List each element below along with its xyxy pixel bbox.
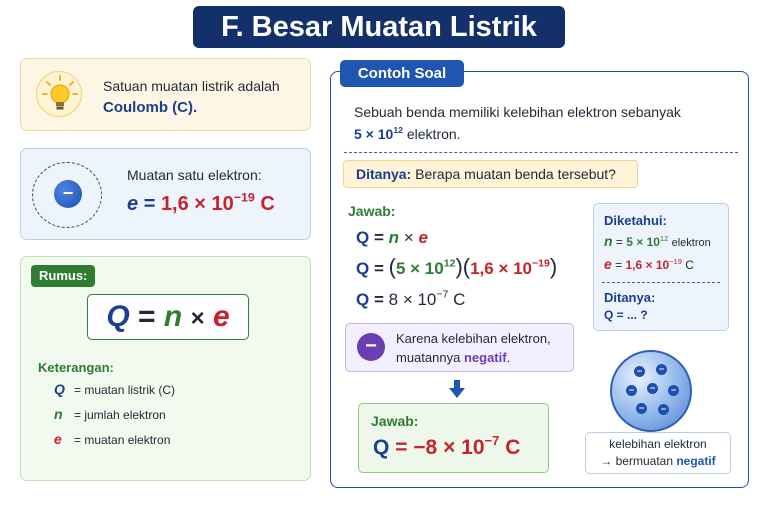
ditanya-label: Ditanya: <box>356 166 412 182</box>
step-1 <box>356 228 428 248</box>
contoh-soal-tab: Contoh Soal <box>340 60 464 87</box>
elektron-equals: = <box>143 193 156 215</box>
final-eq: = <box>395 436 408 459</box>
diket-e-unit: C <box>685 258 694 272</box>
diket-e-exp: −19 <box>669 256 682 266</box>
satuan-card <box>20 58 311 131</box>
rumus-badge: Rumus: <box>31 265 95 287</box>
final-val: −8 × 10 <box>413 436 485 459</box>
diketahui-row-n <box>604 233 711 249</box>
soal-amount: 5 × 10 <box>354 126 394 142</box>
info-end: . <box>506 350 511 365</box>
step3-exp: −7 <box>436 288 449 301</box>
lightbulb-icon <box>36 71 82 117</box>
step3-val: 8 × 10 <box>388 290 437 309</box>
electron-dot: − <box>656 364 667 375</box>
diket-n-val: 5 × 10 <box>626 235 660 249</box>
arrow-down-icon <box>449 380 465 398</box>
diketahui-title: Diketahui: <box>604 213 667 228</box>
rumus-card <box>20 256 311 481</box>
diketahui-row-e <box>604 256 694 272</box>
keterangan-symbol: Q <box>54 381 65 397</box>
diketahui-divider <box>602 282 720 283</box>
soal-text <box>354 101 681 145</box>
step3-unit: C <box>453 290 466 309</box>
electron-dot: − <box>658 404 669 415</box>
step2-b-exp: −19 <box>532 257 550 270</box>
info-negatif: negatif <box>463 350 507 365</box>
elektron-value: 1,6 × 10 <box>160 193 234 215</box>
satuan-sentence: Satuan muatan listrik adalah <box>103 78 280 94</box>
diket-n-eq: = <box>615 235 623 249</box>
rumus-q: Q <box>106 300 130 333</box>
final-unit: C <box>505 436 521 459</box>
rumus-e: e <box>212 300 230 333</box>
step-3 <box>356 290 465 310</box>
electron-dot: − <box>636 403 647 414</box>
step1-e: e <box>418 228 428 247</box>
ditanya-box <box>343 160 638 188</box>
info-line1: Karena kelebihan elektron, <box>396 331 551 346</box>
charged-sphere-icon <box>610 350 692 432</box>
diketahui-box <box>593 203 729 331</box>
step1-n: n <box>388 228 400 247</box>
step2-eq: = <box>373 259 384 278</box>
final-exp: −7 <box>484 432 500 448</box>
step3-q: Q <box>356 290 370 309</box>
negatif-info-box <box>345 323 574 372</box>
electron-dot: − <box>647 383 658 394</box>
keterangan-symbol: e <box>54 431 62 447</box>
elektron-card <box>20 148 311 240</box>
step2-a-exp: 12 <box>443 257 456 270</box>
page-title: F. Besar Muatan Listrik <box>193 6 565 48</box>
diket-n-unit: elektron <box>671 237 711 249</box>
divider <box>344 152 738 153</box>
electron-dot: − <box>626 385 637 396</box>
rumus-formula <box>87 294 249 340</box>
sphere-caption-negatif: negatif <box>676 454 716 468</box>
keterangan-desc: = muatan elektron <box>74 433 171 447</box>
final-answer <box>373 432 521 460</box>
keterangan-desc: = muatan listrik (C) <box>74 383 176 397</box>
elektron-symbol: e <box>127 193 139 215</box>
muatan-elektron-formula <box>127 190 275 216</box>
step2-b: 1,6 × 10 <box>470 259 533 278</box>
step1-times: × <box>403 228 414 247</box>
step1-eq: = <box>373 228 384 247</box>
diket-e-val: 1,6 × 10 <box>625 258 670 272</box>
keterangan-desc: = jumlah elektron <box>74 408 166 422</box>
keterangan-symbol: n <box>54 406 63 422</box>
step3-eq: = <box>373 290 384 309</box>
sphere-caption-line2: → bermuatan <box>600 454 673 468</box>
diketahui-ditanya-value: Q = ... ? <box>604 308 648 322</box>
info-text <box>396 329 551 367</box>
sphere-caption <box>585 432 731 474</box>
keterangan-title: Keterangan: <box>38 360 114 375</box>
elektron-unit: C <box>260 193 275 215</box>
rumus-times: × <box>190 305 205 332</box>
soal-line1: Sebuah benda memiliki kelebihan elektron sebanyak <box>354 104 681 120</box>
step1-q: Q <box>356 228 370 247</box>
electron-dot: − <box>668 385 679 396</box>
step2-q: Q <box>356 259 370 278</box>
satuan-text <box>103 76 280 118</box>
ditanya-text: Berapa muatan benda tersebut? <box>415 166 616 182</box>
step2-a: 5 × 10 <box>395 259 444 278</box>
diket-e-eq: = <box>615 258 623 272</box>
diketahui-ditanya-title: Ditanya: <box>604 290 656 305</box>
jawab-label: Jawab: <box>348 203 396 219</box>
step-2: $Q = (5 \times 10^{12})(1,6 \times 10^{-19})$ <box>356 254 558 279</box>
keterangan-row <box>54 381 175 397</box>
final-q: Q <box>373 436 390 459</box>
minus-icon: − <box>357 333 385 361</box>
electron-dot: − <box>634 366 645 377</box>
diket-n-exp: 12 <box>659 233 669 243</box>
rumus-equals: = <box>138 300 156 333</box>
soal-line2-rest: elektron. <box>402 126 461 142</box>
rumus-n: n <box>163 300 183 333</box>
elektron-exponent: −19 <box>233 190 255 205</box>
electron-icon: − <box>54 180 82 208</box>
sphere-caption-line1: kelebihan elektron <box>609 437 707 451</box>
info-line2: muatannya <box>396 350 461 365</box>
satuan-unit: Coulomb (C). <box>103 99 198 116</box>
keterangan-row <box>54 406 166 422</box>
muatan-elektron-label: Muatan satu elektron: <box>127 167 262 183</box>
final-answer-box <box>358 403 549 473</box>
keterangan-row <box>54 431 170 447</box>
diket-e-sym: e <box>604 256 612 272</box>
soal-amount-exp: 12 <box>393 124 403 135</box>
diket-n-sym: n <box>604 233 613 249</box>
final-label: Jawab: <box>371 413 419 429</box>
